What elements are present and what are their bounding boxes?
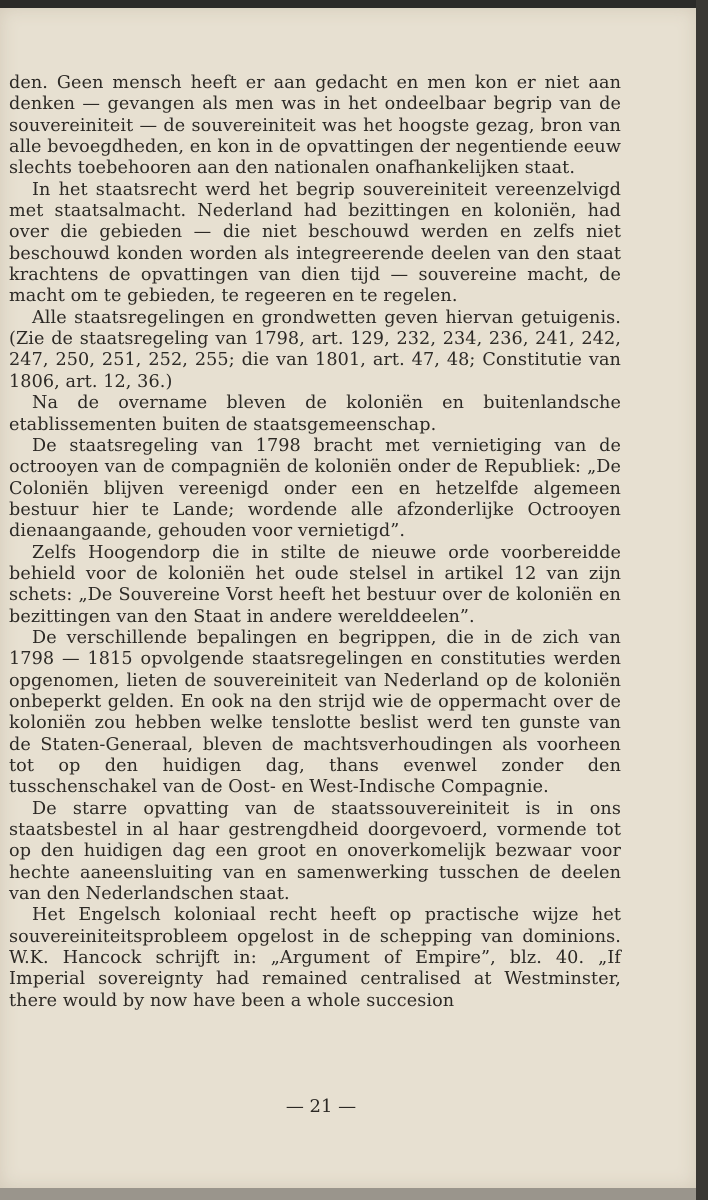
paragraph: Na de overname bleven de koloniën en buitenlandsche etablissementen buiten de staatsgemeenschap. xyxy=(9,393,621,435)
paragraph: Alle staatsregelingen en grondwetten geven hiervan getuigenis. (Zie de staatsregeling van 1798, art. 129, 232, 234, 236, 241, 242, 247, 250, 251, 252, 255; die van 1801, art. 47, 48; Constitutie van 1806, art. 12, 36.) xyxy=(9,307,621,392)
paragraph: De starre opvatting van de staatssouvereiniteit is in ons staatsbestel in al haar gestrengdheid doorgevoerd, vormende tot op den huidigen dag een groot en onoverkomelijk bezwaar voor hechte aaneensluiting van en samenwerking tusschen de deelen van den Nederlandschen staat. xyxy=(9,798,621,905)
paragraph-continuation: den. Geen mensch heeft er aan gedacht en men kon er niet aan denken — gevangen als men was in het ondeelbaar begrip van de souvereiniteit — de souvereiniteit was het hoogste gezag, bron van alle bevoegdheden, en kon in de opvattingen der negentiende eeuw slechts toebehooren aan den nationalen onafhankelijken staat. xyxy=(9,73,621,179)
book-page xyxy=(0,8,696,1188)
paragraph: In het staatsrecht werd het begrip souvereiniteit vereenzelvigd met staatsalmacht. Nederland had bezittingen en koloniën, had over die gebieden — die niet beschouwd werden en zelfs niet beschouwd konden worden als integreerende deelen van den staat krachtens de opvattingen van dien tijd — souvereine macht, de macht om te gebieden, te regeeren en te regelen. xyxy=(9,179,621,307)
paragraph: De staatsregeling van 1798 bracht met vernietiging van de octrooyen van de compagniën de koloniën onder de Republiek: „De Coloniën blijven vereenigd onder een en hetzelfde algemeen bestuur hier te Lande; wordende alle afzonderlijke Octrooyen dienaangaande, gehouden voor vernietigd”. xyxy=(9,435,621,542)
paragraph: Zelfs Hoogendorp die in stilte de nieuwe orde voorbereidde behield voor de koloniën het oude stelsel in artikel 12 van zijn schets: „De Souvereine Vorst heeft het bestuur over de koloniën en bezittingen van den Staat in andere werelddeelen”. xyxy=(9,542,621,627)
page-number: — 21 — xyxy=(285,1096,357,1117)
paragraph: Het Engelsch koloniaal recht heeft op practische wijze het souvereiniteitsprobleem opgelost in de schepping van dominions. W.K. Hancock schrijft in: „Argument of Empire”, blz. 40. „If Imperial sovereignty had remained centralised at Westminster, there would by now have been a whole succesion xyxy=(9,905,621,1011)
paragraph: De verschillende bepalingen en begrippen, die in de zich van 1798 — 1815 opvolgende staatsregelingen en constituties werden opgenomen, lieten de souvereiniteit van Nederland op de koloniën onbeperkt gelden. En ook na den strijd wie de oppermacht over de koloniën zou hebben welke tenslotte beslist werd ten gunste van de Staten-Generaal, bleven de machtsverhoudingen als voorheen tot op den huidigen dag, thans evenwel zonder den tusschenschakel van de Oost- en West-Indische Compagnie. xyxy=(9,627,621,798)
scan-border-right xyxy=(696,0,708,1200)
body-text xyxy=(9,73,621,1012)
